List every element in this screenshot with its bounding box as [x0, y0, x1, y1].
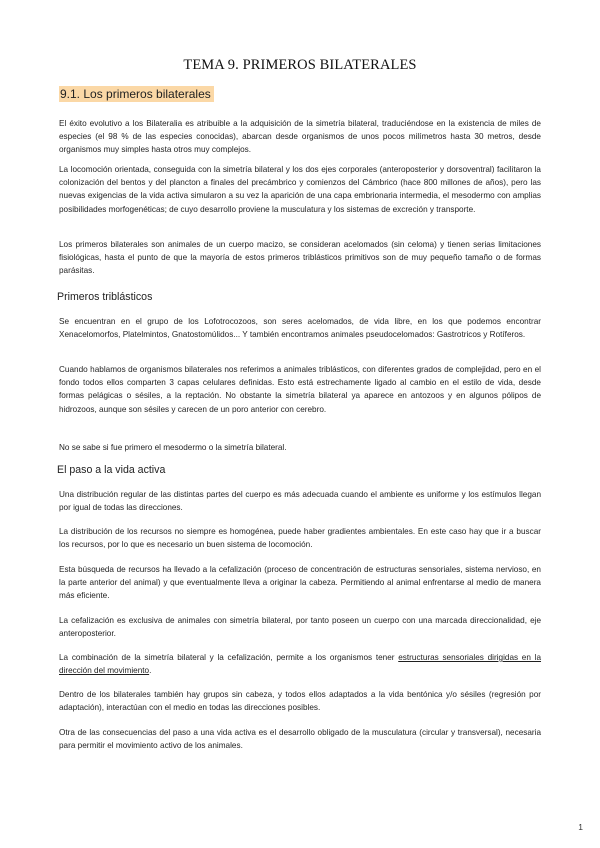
combination-text-end: .	[149, 666, 152, 676]
paragraph-cephalization-exclusive: La cefalización es exclusiva de animales con simetría bilateral, por tanto poseen un cuerpo con una marcada direccionalidad, eje anteroposterior.	[59, 616, 541, 639]
page-number: 1	[578, 822, 583, 832]
paragraph-first-bilaterals: Los primeros bilaterales son animales de un cuerpo macizo, se consideran acelomados (sin celoma) y tienen serias limitaciones fisiológicas, hasta el punto de que la mayoría de estos primeros triblásticos primitivos son de muy pequeño tamaño o de formas parásitas.	[59, 240, 541, 276]
section-heading: 9.1. Los primeros bilaterales	[59, 86, 214, 102]
paragraph-resource-distribution: La distribución de los recursos no siempre es homogénea, puede haber gradientes ambientales. En este caso hay que ir a buscar los recursos, por lo que es necesario un buen sistema de locomoción.	[59, 527, 541, 550]
paragraph-lofotrocozoos: Se encuentran en el grupo de los Lofotrocozoos, son seres acelomados, de vida libre, en los que podemos encontrar Xenacelomorfos, Platelmintos, Gnatostomúlidos... Y también encontramos animales pseudocelomados: Gastrotricos y Rotíferos.	[59, 317, 541, 340]
subheading-vida-activa: El paso a la vida activa	[57, 464, 166, 476]
paragraph-musculature: Otra de las consecuencias del paso a una vida activa es el desarrollo obligado de la musculatura (circular y transversal), necesaria para permitir el movimiento activo de los animales.	[59, 728, 541, 751]
combination-text-start: La combinación de la simetría bilateral y la cefalización, permite a los organismos tener	[59, 653, 399, 662]
paragraph-triblastic-organisms: Cuando hablamos de organismos bilaterales nos referimos a animales triblásticos, con diferentes grados de complejidad, pero en el fondo todos ellos comparten 3 capas celulares definidas. Esto está estrechamente ligado al cambio en el estilo de vida, desde formas pelágicas o sésiles, a la reptación. No obstante la simetría bilateral ya aparece en antozoos y en algunos pólipos de hidrozoos, aunque son sésiles y carecen de un poro anterior con cerebro.	[59, 365, 541, 414]
paragraph-headless-groups: Dentro de los bilaterales también hay grupos sin cabeza, y todos ellos adaptados a la vida bentónica y/o sésiles (regresión por adaptación), interactúan con el medio en todas las direcciones posibles.	[59, 690, 541, 713]
paragraph-oriented-locomotion: La locomoción orientada, conseguida con la simetría bilateral y los dos ejes corporales (anteroposterior y dorsoventral) facilitaron la colonización del bentos y del plancton a finales del precámbrico y comienzos del Cámbrico (hace 800 millones de años), pero las nuevas exigencias de la vida activa simularon a su vez la aparición de una capa embrionaria intermedia, el mesodermo con amplias posibilidades morfogenéticas; de cuyo desarrollo proviene la musculatura y los sistemas de excreción y transporte.	[59, 165, 541, 214]
paragraph-cephalization: Esta búsqueda de recursos ha llevado a la cefalización (proceso de concentración de estructuras sensoriales, sistema nervioso, en la parte anterior del animal) y que eventualmente lleva a originar la cabeza. Permitiendo al animal enfrentarse al medio de manera más eficiente.	[59, 565, 541, 601]
paragraph-mesoderm-question: No se sabe si fue primero el mesodermo o la simetría bilateral.	[59, 443, 287, 452]
page-title: TEMA 9. PRIMEROS BILATERALES	[183, 57, 417, 73]
paragraph-combination	[59, 651, 541, 677]
paragraph-uniform-distribution: Una distribución regular de las distintas partes del cuerpo es más adecuada cuando el ambiente es uniforme y los estímulos llegan por igual de todas las direcciones.	[59, 490, 541, 513]
underlined-phrase: estructuras sensoriales dirigidas en la dirección del movimiento	[59, 653, 542, 676]
paragraph-bilateral-success: El éxito evolutivo a los Bilateralia es atribuible a la adquisición de la simetría bilateral, traduciéndose en la existencia de miles de especies (el 98 % de las especies conocidas), abarcan desde organismos de unos pocos milímetros hasta 30 metros, desde organismos muy simples hasta otros muy complejos.	[59, 119, 541, 155]
subheading-primeros-triblasticos: Primeros triblásticos	[57, 291, 153, 303]
